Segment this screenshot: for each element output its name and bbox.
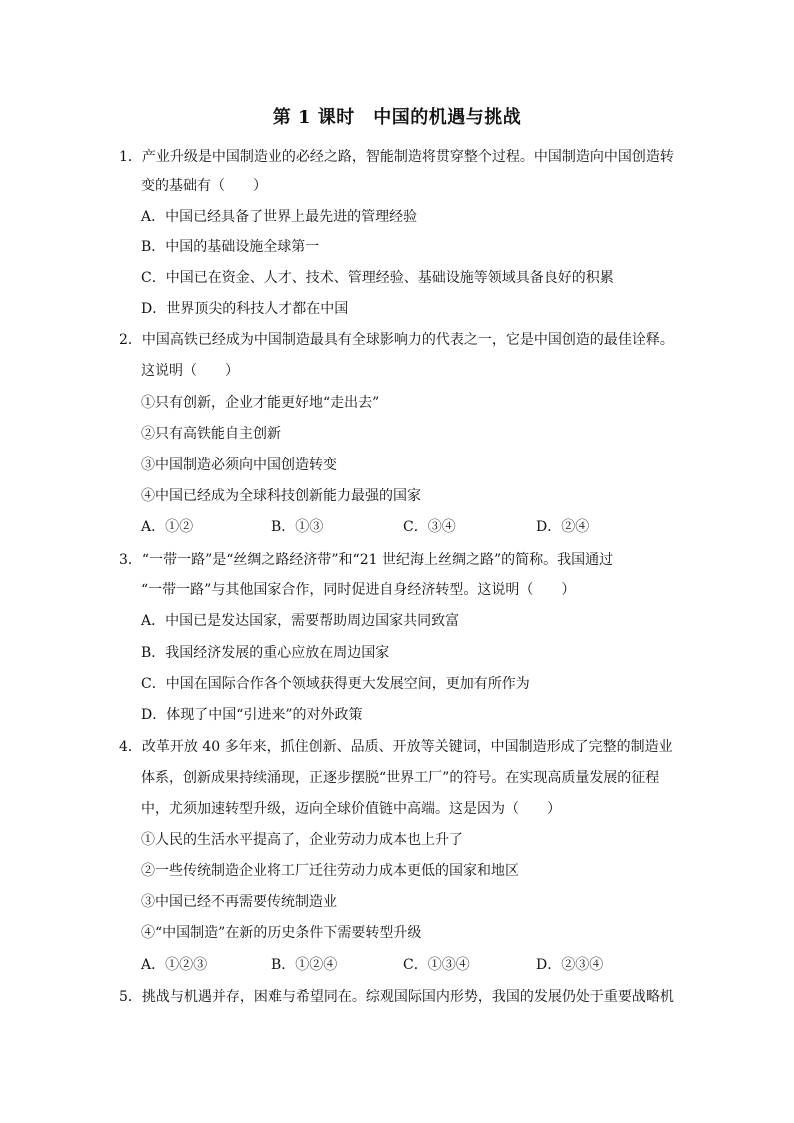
question-4-line-2: 体系，创新成果持续涌现，正逐步摆脱“世界工厂”的符号。在实现高质量发展的征程 — [141, 770, 660, 786]
question-2-statement-2: ②只有高铁能自主创新 — [141, 426, 281, 442]
question-5-line-1: 5．挑战与机遇并存，困难与希望同在。综观国际国内形势，我国的发展仍处于重要战略机 — [119, 989, 674, 1005]
question-1-option-c: C．中国已在资金、人才、技术、管理经验、基础设施等领域具备良好的积累 — [141, 270, 614, 286]
question-4-choice-c: C．①③④ — [403, 957, 470, 973]
question-2-choice-c: C．③④ — [403, 519, 456, 535]
question-4-choice-d: D．②③④ — [536, 957, 604, 973]
question-2-statement-3: ③中国制造必须向中国创造转变 — [141, 457, 337, 473]
question-1-option-a: A．中国已经具备了世界上最先进的管理经验 — [141, 209, 418, 225]
question-4-statement-2: ②一些传统制造企业将工厂迁往劳动力成本更低的国家和地区 — [141, 863, 519, 879]
question-4-statement-4: ④“中国制造”在新的历史条件下需要转型升级 — [141, 925, 422, 941]
question-1-option-b: B．中国的基础设施全球第一 — [141, 239, 320, 255]
page-title: 第 1 课时 中国的机遇与挑战 — [272, 107, 522, 128]
question-1-option-d: D．世界顶尖的科技人才都在中国 — [141, 301, 349, 317]
question-3-line-2: “一带一路”与其他国家合作，同时促进自身经济转型。这说明（ ） — [141, 582, 576, 598]
question-1-line-1: 1．产业升级是中国制造业的必经之路，智能制造将贯穿整个过程。中国制造向中国创造转 — [119, 149, 674, 165]
question-4-choice-a: A．①②③ — [141, 957, 208, 973]
question-3-option-a: A．中国已是发达国家，需要帮助周边国家共同致富 — [141, 613, 460, 629]
question-3-line-1: 3．“一带一路”是“丝绸之路经济带”和“21 世纪海上丝绸之路”的简称。我国通过 — [119, 552, 614, 568]
question-2-statement-1: ①只有创新，企业才能更好地“走出去” — [141, 395, 380, 411]
question-2-line-2: 这说明（ ） — [141, 363, 239, 379]
question-2-choice-a: A．①② — [141, 519, 194, 535]
question-1-line-2: 变的基础有（ ） — [141, 178, 267, 194]
question-4-choice-b: B．①②④ — [271, 957, 338, 973]
question-3-option-b: B．我国经济发展的重心应放在周边国家 — [141, 645, 390, 661]
question-4-statement-3: ③中国已经不再需要传统制造业 — [141, 894, 337, 910]
question-3-option-c: C．中国在国际合作各个领域获得更大发展空间，更加有所作为 — [141, 676, 530, 692]
question-4-line-1: 4．改革开放 40 多年来，抓住创新、品质、开放等关键词，中国制造形成了完整的制造业 — [119, 739, 673, 755]
question-2-statement-4: ④中国已经成为全球科技创新能力最强的国家 — [141, 488, 421, 504]
question-2-line-1: 2．中国高铁已经成为中国制造最具有全球影响力的代表之一，它是中国创造的最佳诠释。 — [119, 332, 674, 348]
question-3-option-d: D．体现了中国“引进来”的对外政策 — [141, 707, 363, 723]
question-4-statement-1: ①人民的生活水平提高了，企业劳动力成本也上升了 — [141, 832, 463, 848]
question-4-line-3: 中，尤须加速转型升级，迈向全球价值链中高端。这是因为（ ） — [141, 801, 561, 817]
question-2-choice-d: D．②④ — [536, 519, 590, 535]
question-2-choice-b: B．①③ — [271, 519, 324, 535]
